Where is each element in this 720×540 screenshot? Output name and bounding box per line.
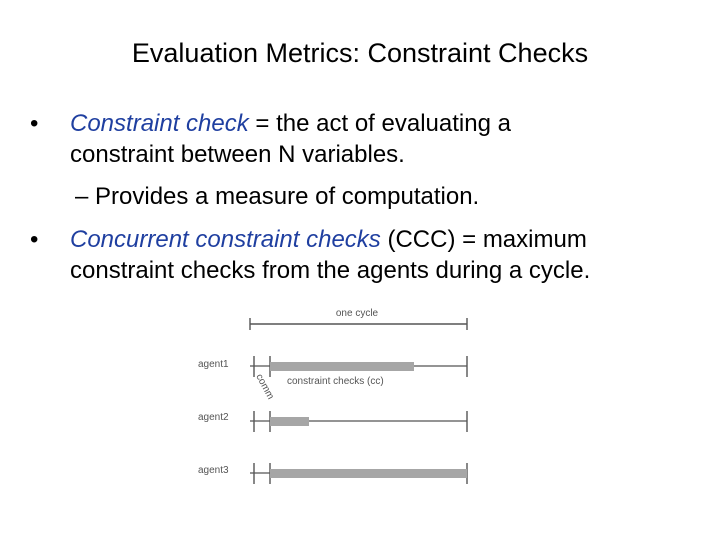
cycle-diagram: [190, 298, 480, 498]
bullet-1-line-1: [30, 108, 511, 139]
bullet-1-definition: = the act of evaluating a: [248, 110, 511, 137]
bullet-1-sub: – Provides a measure of computation.: [75, 183, 480, 210]
agent-label-1: agent1: [198, 359, 229, 370]
cc-bar-2: [270, 417, 309, 426]
comm-label: comm: [253, 372, 276, 402]
agent-3-timeline: [250, 463, 467, 484]
bullet-2-term: Concurrent constraint checks: [70, 226, 381, 253]
agent-label-3: agent3: [198, 465, 229, 476]
agent-label-2: agent2: [198, 412, 229, 423]
agent-1-timeline: [250, 356, 467, 377]
bullet-1-line-2: constraint between N variables.: [70, 141, 405, 168]
bullet-2-definition: (CCC) = maximum: [380, 226, 587, 253]
cycle-bracket: [250, 318, 467, 330]
cc-bar-1: [270, 362, 414, 371]
bullet-2-line-1: [30, 224, 587, 255]
cc-bar-3: [270, 469, 467, 478]
bullet-marker: •: [30, 226, 39, 253]
agent-2-timeline: [250, 411, 467, 432]
bullet-1-term: Constraint check: [70, 110, 249, 137]
bullet-marker: •: [30, 110, 39, 137]
slide-title: Evaluation Metrics: Constraint Checks: [131, 38, 589, 68]
bullet-2-line-2: constraint checks from the agents during a cycle.: [70, 257, 591, 284]
cc-label: constraint checks (cc): [287, 376, 384, 387]
cycle-label: one cycle: [335, 308, 379, 319]
